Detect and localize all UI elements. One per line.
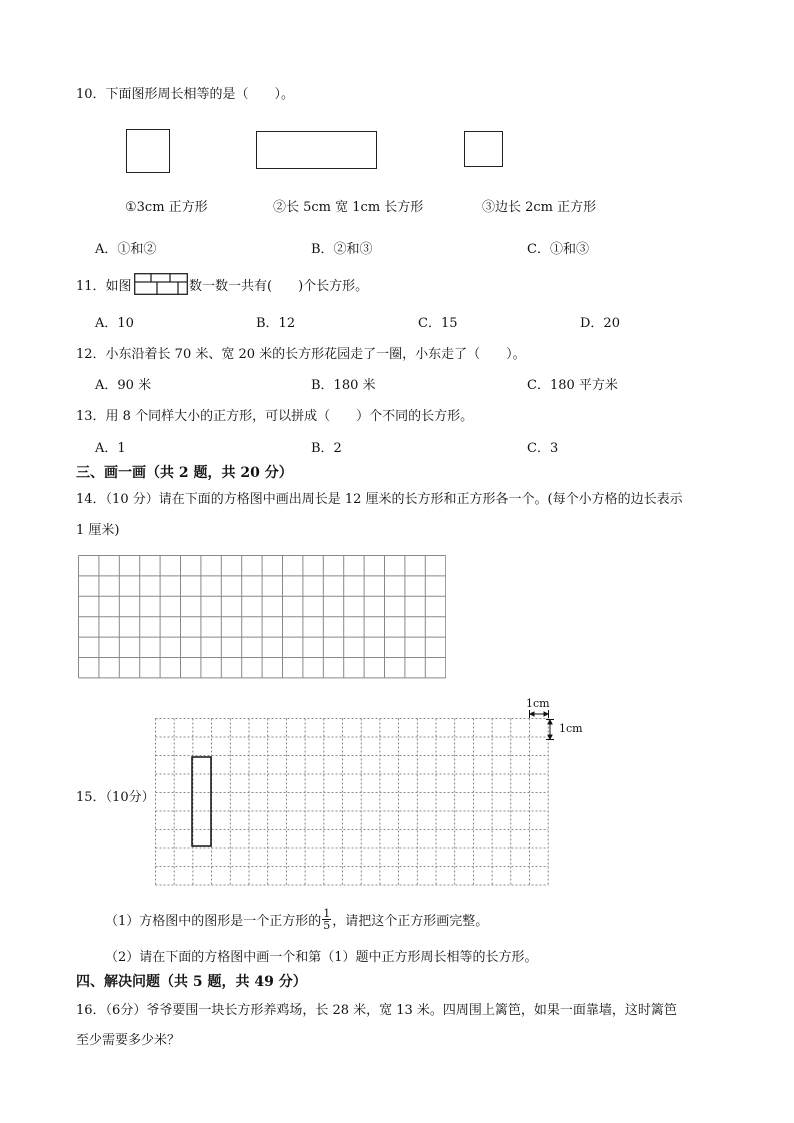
section-heading-draw: 三、画一画（共 2 题，共 20 分） [76, 465, 293, 481]
q10-label-1: ①3cm 正方形 [125, 200, 208, 215]
partial-square-strip [192, 757, 211, 846]
q13-stem: 13．用 8 个同样大小的正方形，可以拼成（ ）个不同的长方形。 [76, 409, 474, 424]
q12-option-a[interactable]: A．90 米 [95, 378, 152, 393]
q15-sub-1-text-after: ，请把这个正方形画完整。 [332, 914, 489, 929]
q15-sub-1 [105, 908, 488, 931]
q10-stem: 10．下面图形周长相等的是（ ）。 [76, 87, 295, 102]
q10-option-a[interactable]: A．①和② [95, 242, 157, 257]
q14-line-1: 14．（10 分）请在下面的方格图中画出周长是 12 厘米的长方形和正方形各一个。(每个小方格的边长表示 [76, 492, 683, 507]
q12-option-c[interactable]: C．180 平方米 [527, 378, 618, 393]
q14-drawing-grid[interactable] [78, 555, 446, 680]
section-heading-solve: 四、解决问题（共 5 题，共 49 分） [76, 974, 307, 990]
q10-option-c[interactable]: C．①和③ [527, 242, 589, 257]
square-2cm-figure [464, 131, 503, 167]
q10-label-2: ②长 5cm 宽 1cm 长方形 [273, 200, 424, 215]
square-3cm-figure [126, 129, 170, 173]
q15-dashed-grid[interactable] [155, 718, 552, 888]
q16-line-1: 16．（6分）爷爷要围一块长方形养鸡场，长 28 米，宽 13 米。四周围上篱笆，如果一面靠墙，这时篱笆 [76, 1003, 677, 1018]
q11-option-b[interactable]: B．12 [256, 316, 296, 331]
q12-option-b[interactable]: B．180 米 [311, 378, 376, 393]
q14-line-2: 1 厘米) [76, 523, 120, 538]
q15-label: 15．（10分） [76, 790, 155, 805]
unit-label-horizontal: 1cm [526, 697, 550, 710]
q11-option-a[interactable]: A．10 [95, 316, 134, 331]
q13-option-a[interactable]: A．1 [95, 441, 126, 456]
q15-sub-1-text-before: （1）方格图中的图形是一个正方形的 [105, 914, 322, 929]
q11-option-c[interactable]: C．15 [418, 316, 458, 331]
q11-stem-before: 11．如图 [76, 279, 132, 294]
q13-option-b[interactable]: B．2 [311, 441, 342, 456]
q15-sub-2: （2）请在下面的方格图中画一个和第（1）题中正方形周长相等的长方形。 [105, 950, 538, 965]
q11-stem-after: 数一数一共有( )个长方形。 [189, 279, 369, 294]
q16-line-2: 至少需要多少米？ [76, 1033, 181, 1048]
unit-label-vertical: 1cm [559, 722, 583, 735]
q13-option-c[interactable]: C．3 [527, 441, 559, 456]
q11-option-d[interactable]: D．20 [580, 316, 620, 331]
q11-rectangle-figure [134, 273, 188, 295]
unit-scale-marker [528, 708, 556, 742]
q10-option-b[interactable]: B．②和③ [311, 242, 373, 257]
q10-label-3: ③边长 2cm 正方形 [482, 200, 597, 215]
fraction-numerator: 1 [323, 907, 331, 920]
rectangle-5x1-figure [256, 131, 377, 169]
fraction-one-fifth [322, 908, 331, 931]
fraction-denominator: 5 [323, 919, 331, 932]
q12-stem: 12．小东沿着长 70 米、宽 20 米的长方形花园走了一圈，小东走了（ ）。 [76, 347, 526, 362]
